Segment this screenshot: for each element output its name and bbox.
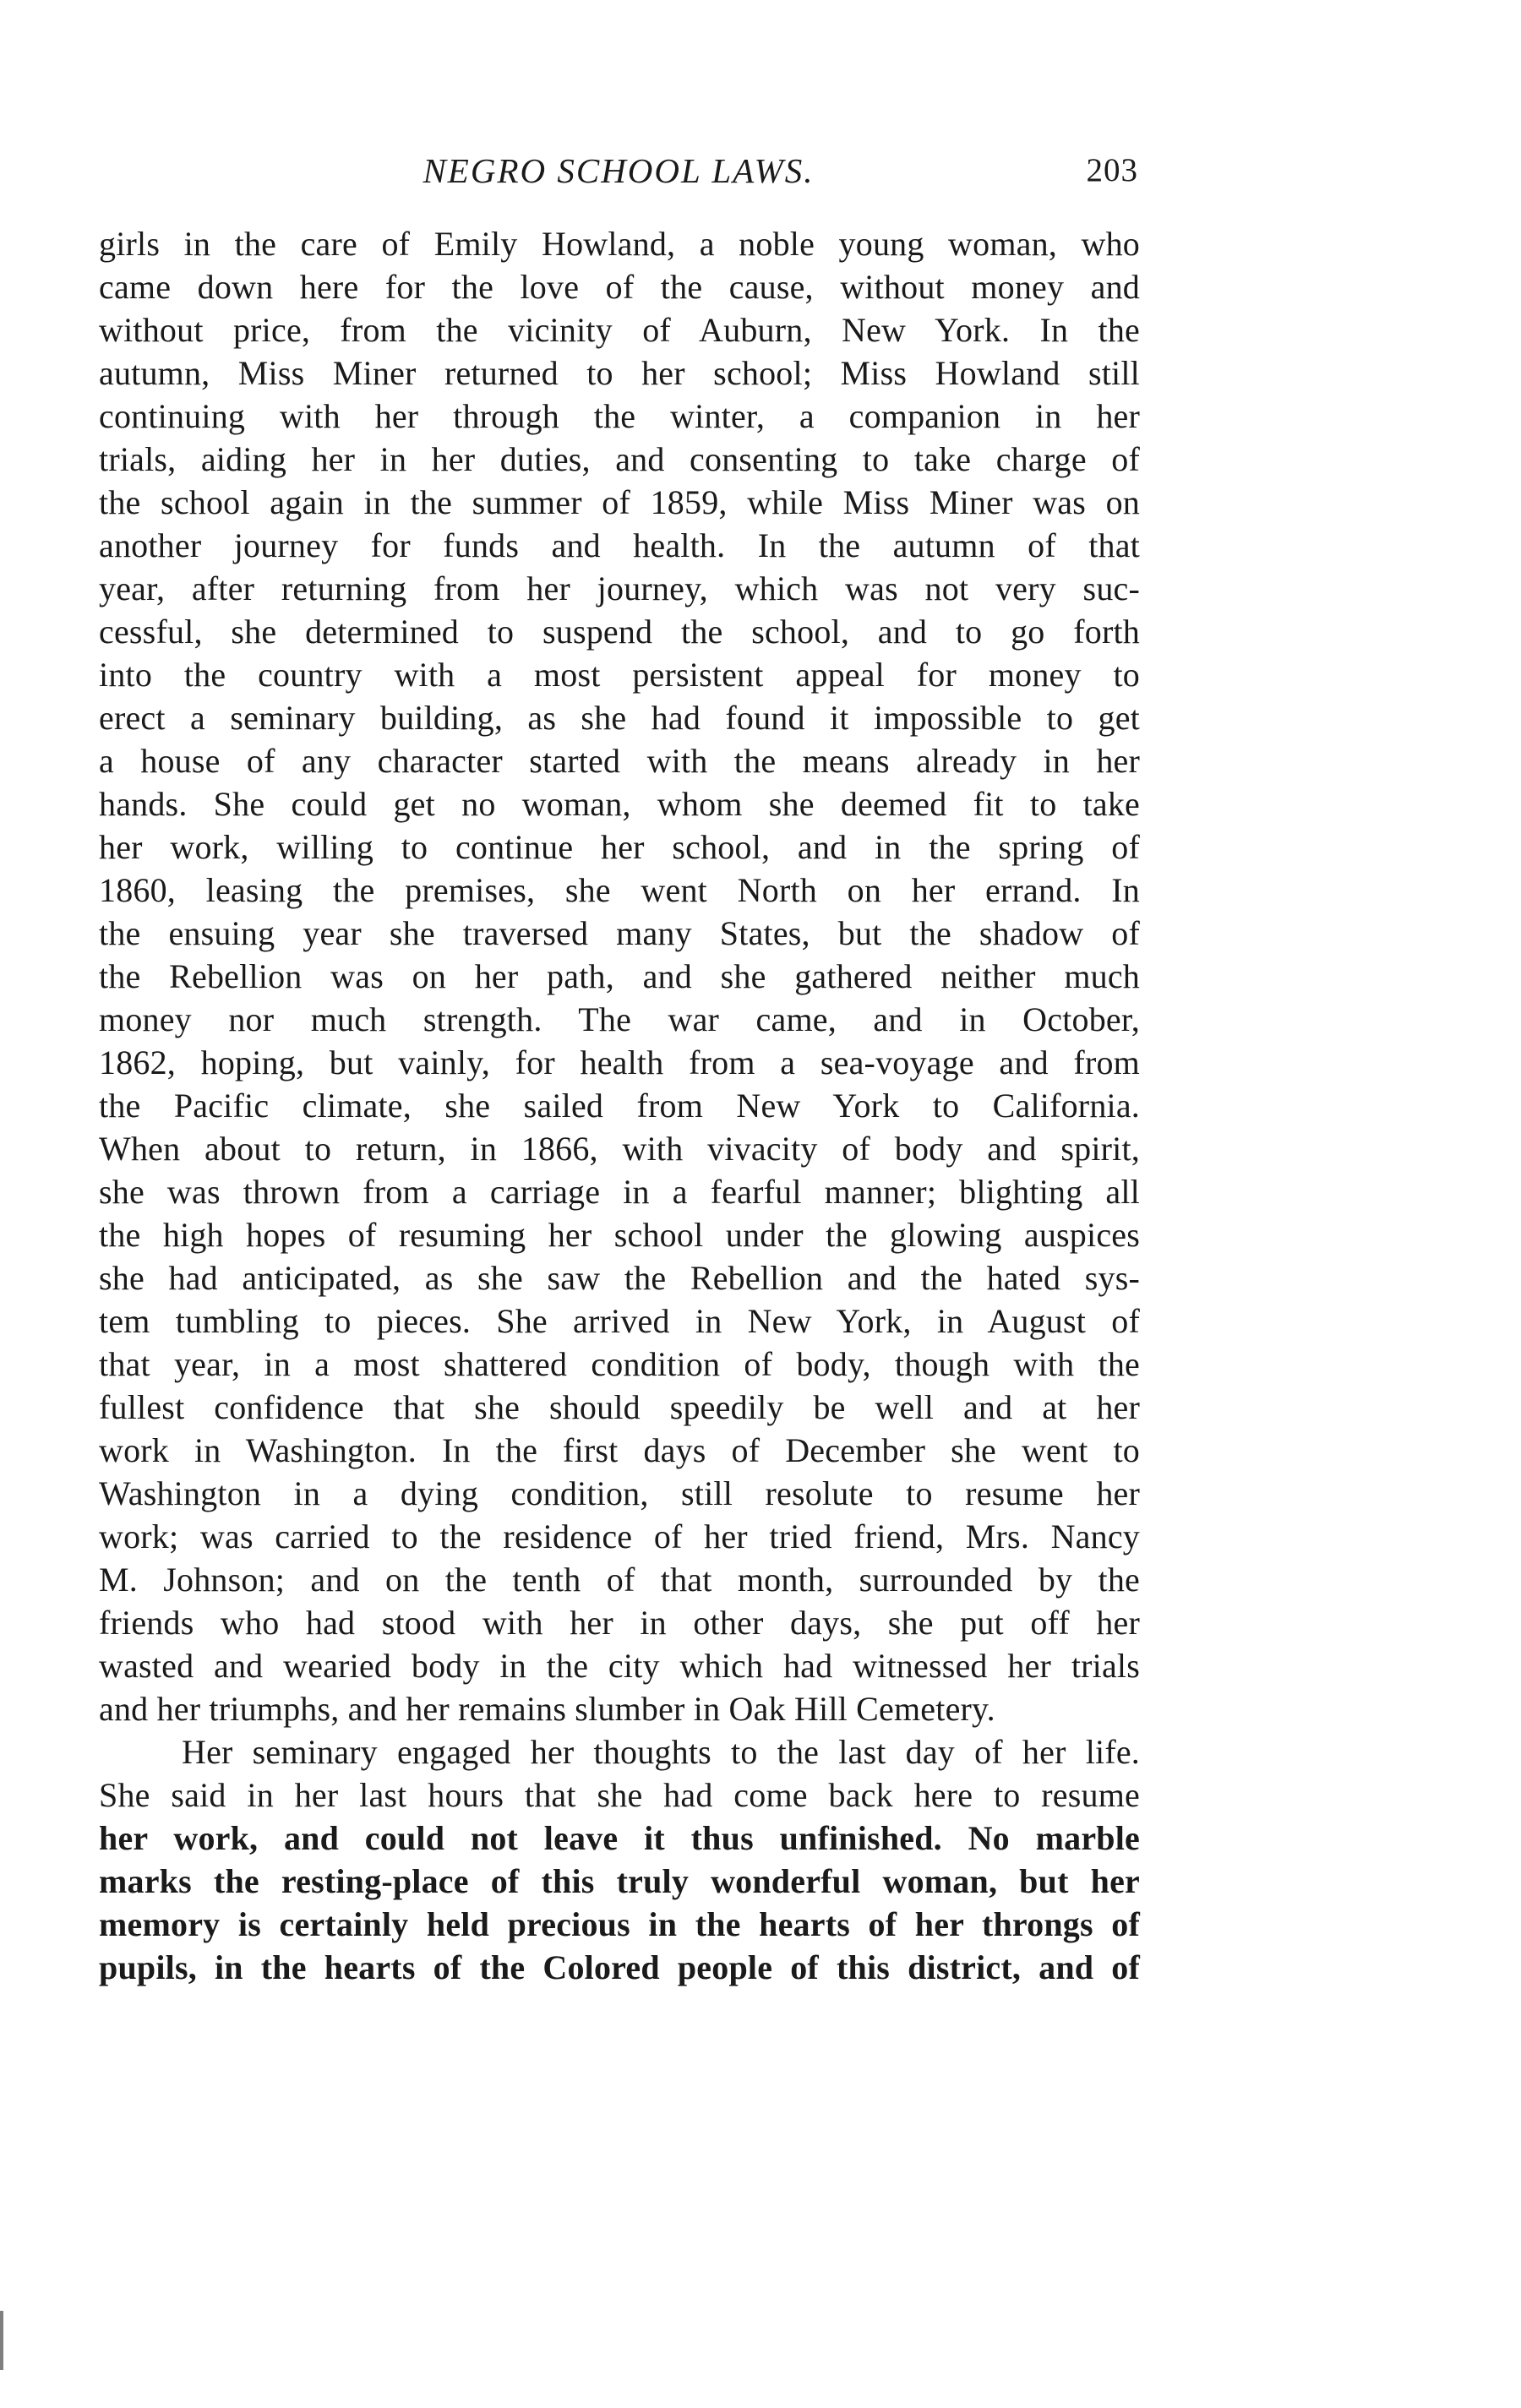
text-line: that year, in a most shattered condition of body, though with the [99,1345,1140,1383]
scan-edge-mark [0,2311,3,2370]
paragraph-1 [99,222,1140,1730]
text-line: girls in the care of Emily Howland, a noble young woman, who [99,225,1140,263]
text-line: the high hopes of resuming her school under the glowing auspices [99,1216,1140,1254]
text-line: the Pacific climate, she sailed from New York to California. [99,1087,1140,1125]
text-line: Washington in a dying condition, still resolute to resume her [99,1474,1140,1512]
text-line: autumn, Miss Miner returned to her school; Miss Howland still [99,354,1140,392]
text-line: and her triumphs, and her remains slumber in Oak Hill Cemetery. [99,1690,995,1728]
text-line: hands. She could get no woman, whom she deemed fit to take [99,785,1140,823]
text-line: wasted and wearied body in the city which had witnessed her trials [99,1647,1140,1685]
text-line: pupils, in the hearts of the Colored people of this district, and of [99,1948,1140,1986]
text-line: the school again in the summer of 1859, while Miss Miner was on [99,483,1140,521]
text-line: came down here for the love of the cause, without money and [99,268,1140,306]
text-line: trials, aiding her in her duties, and consenting to take charge of [99,440,1140,478]
text-line: her work, and could not leave it thus unfinished. No marble [99,1819,1140,1857]
text-line: 1862, hoping, but vainly, for health from a sea-voyage and from [99,1043,1140,1081]
text-line: the ensuing year she traversed many States, but the shadow of [99,914,1140,952]
text-line: another journey for funds and health. In the autumn of that [99,526,1140,564]
text-line: M. Johnson; and on the tenth of that month, surrounded by the [99,1561,1140,1599]
text-line: without price, from the vicinity of Auburn, New York. In the [99,311,1140,349]
text-line: work; was carried to the residence of her tried friend, Mrs. Nancy [99,1517,1140,1555]
text-line: 1860, leasing the premises, she went North on her errand. In [99,871,1140,909]
text-line: into the country with a most persistent appeal for money to [99,656,1140,694]
text-line: She said in her last hours that she had come back here to resume [99,1776,1140,1814]
text-line: continuing with her through the winter, a companion in her [99,397,1140,435]
text-line: work in Washington. In the first days of December she went to [99,1431,1140,1469]
running-title: NEGRO SCHOOL LAWS. [422,151,815,190]
paragraph-2 [99,1730,1140,1989]
text-line: she was thrown from a carriage in a fearful manner; blighting all [99,1173,1140,1211]
text-line: a house of any character started with the means already in her [99,742,1140,780]
page-number: 203 [1086,152,1138,188]
text-line: marks the resting-place of this truly wonderful woman, but her [99,1862,1140,1900]
running-head [99,145,1138,196]
text-line: her work, willing to continue her school, and in the spring of [99,828,1140,866]
text-line: fullest confidence that she should speedily be well and at her [99,1388,1140,1426]
body-text [99,222,1140,1989]
text-line: memory is certainly held precious in the hearts of her throngs of [99,1905,1140,1943]
text-line: tem tumbling to pieces. She arrived in New York, in August of [99,1302,1140,1340]
text-line: Her seminary engaged her thoughts to the last day of her life. [182,1733,1140,1771]
text-line: cessful, she determined to suspend the school, and to go forth [99,613,1140,651]
text-line: the Rebellion was on her path, and she gathered neither much [99,957,1140,995]
text-line: erect a seminary building, as she had found it impossible to get [99,699,1140,737]
text-line: friends who had stood with her in other days, she put off her [99,1604,1140,1642]
text-line: year, after returning from her journey, which was not very suc- [99,569,1140,607]
text-line: When about to return, in 1866, with vivacity of body and spirit, [99,1130,1140,1168]
text-line: she had anticipated, as she saw the Rebellion and the hated sys- [99,1259,1140,1297]
text-line: money nor much strength. The war came, and in October, [99,1000,1140,1038]
